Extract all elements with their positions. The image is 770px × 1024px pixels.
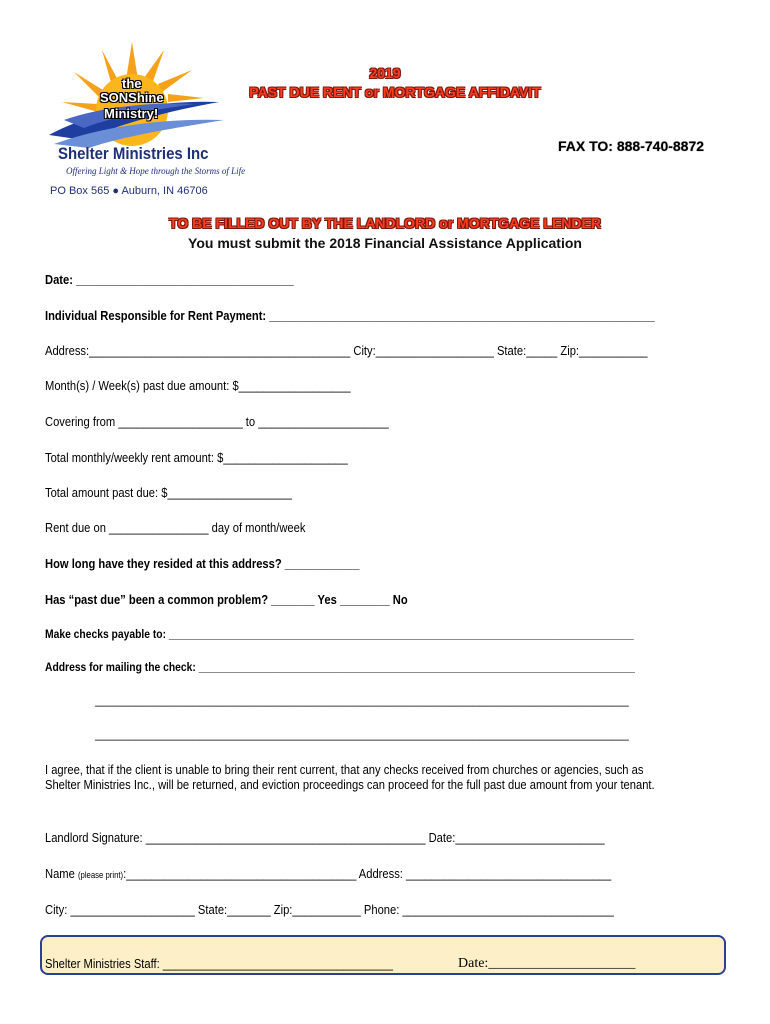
logo-ministry: Ministry!: [104, 106, 159, 121]
rent-due-field[interactable]: Rent due on ________________ day of month/week: [45, 520, 306, 535]
form-year: 2019: [369, 65, 401, 81]
name-field[interactable]: [45, 866, 611, 881]
address-field[interactable]: Address:__________________________________________ City:___________________ State:_____ Zip:___________: [45, 343, 648, 358]
date-field[interactable]: Date: ___________________________________: [45, 272, 294, 287]
logo-sonshine: SONShine: [100, 90, 164, 105]
mailing-address-line-2[interactable]: _____________________________________________________________________________________________: [95, 693, 629, 707]
agreement-line-2: Shelter Ministries Inc., will be returned, and eviction proceedings can proceed for the full past due amount from your tenant.: [45, 777, 655, 792]
agreement-line-1: I agree, that if the client is unable to bring their rent current, that any checks received from churches or agencies, such as: [45, 762, 644, 777]
name-rest: :_____________________________________ Address: _________________________________: [123, 866, 612, 881]
covering-field[interactable]: Covering from ____________________ to _____________________: [45, 414, 389, 429]
staff-date-field[interactable]: Date:_____________________: [458, 956, 636, 971]
logo: [44, 40, 246, 180]
name-hint: (please print): [77, 870, 124, 880]
individual-field[interactable]: Individual Responsible for Rent Payment: ______________________________________________________________: [45, 308, 655, 323]
landlord-signature-field[interactable]: Landlord Signature: _____________________________________________ Date:________________________: [45, 830, 605, 845]
total-rent-field[interactable]: Total monthly/weekly rent amount: $____________________: [45, 450, 348, 465]
fax-number: FAX TO: 888-740-8872: [558, 138, 705, 154]
instruction: TO BE FILLED OUT BY THE LANDLORD or MORTGAGE LENDER: [169, 215, 601, 231]
logo-the: the: [122, 76, 142, 91]
sub-instruction: You must submit the 2018 Financial Assistance Application: [188, 235, 582, 251]
common-problem-field[interactable]: Has “past due” been a common problem? _______ Yes ________ No: [45, 592, 408, 607]
staff-signature-field[interactable]: Shelter Ministries Staff: _____________________________________: [45, 956, 393, 971]
mailing-address-field[interactable]: Address for mailing the check: ____________________________________________________________________________: [45, 660, 635, 674]
city-state-zip-phone-field[interactable]: City: ____________________ State:_______ Zip:___________ Phone: __________________________________: [45, 902, 614, 917]
org-address: PO Box 565 ● Auburn, IN 46706: [50, 185, 208, 197]
logo-org-name: Shelter Ministries Inc: [58, 144, 209, 163]
mailing-address-line-3[interactable]: _____________________________________________________________________________________________: [95, 727, 629, 741]
name-label: Name: [45, 866, 75, 881]
months-past-due-field[interactable]: Month(s) / Week(s) past due amount: $__________________: [45, 378, 351, 393]
form-title: PAST DUE RENT or MORTGAGE AFFIDAVIT: [249, 84, 541, 100]
resided-field[interactable]: How long have they resided at this address? ____________: [45, 556, 360, 571]
payable-to-field[interactable]: Make checks payable to: _________________________________________________________________________________: [45, 627, 634, 641]
logo-tagline: Offering Light & Hope through the Storms of Life: [66, 166, 246, 176]
total-past-due-field[interactable]: Total amount past due: $____________________: [45, 485, 292, 500]
